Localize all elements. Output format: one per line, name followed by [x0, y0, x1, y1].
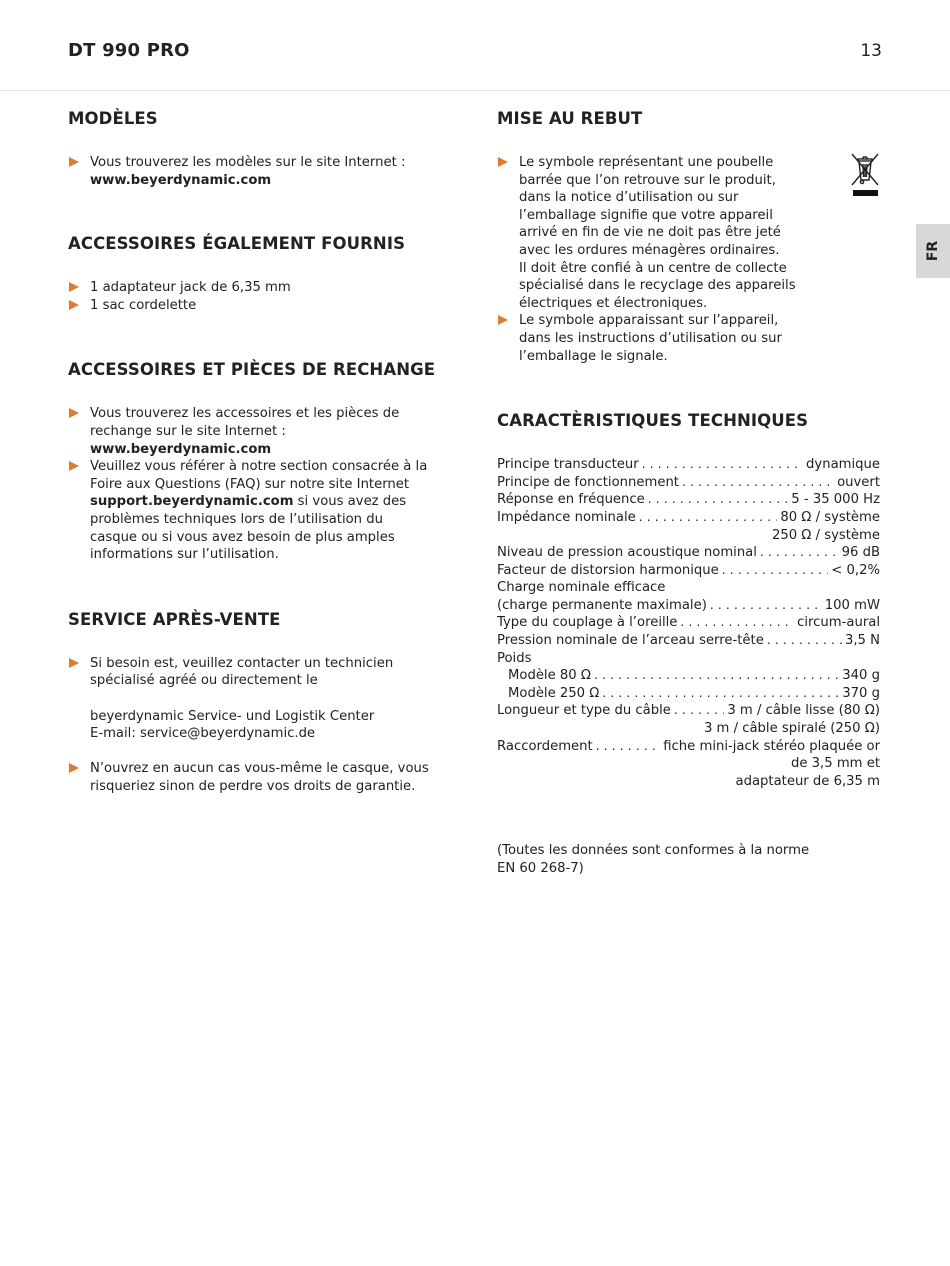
bullet-triangle-icon [69, 461, 79, 471]
support-link[interactable]: support.beyerdynamic.com [90, 494, 294, 510]
list-item [68, 279, 448, 297]
right-column [497, 108, 880, 878]
spec-label: Principe transducteur [497, 457, 639, 473]
list-item [68, 297, 448, 315]
text-line: dans la notice d’utilisation ou sur [519, 190, 739, 206]
section-heading-rebut: MISE AU REBUT [497, 109, 643, 128]
section-accessoires-fournis [68, 233, 448, 314]
text-line: spécialisé agréé ou directement le [90, 673, 318, 689]
spec-row [497, 685, 880, 703]
spec-value: 5 - 35 000 Hz [791, 492, 880, 508]
text-line: spécialisé dans le recyclage des appareils [519, 278, 796, 294]
spec-table [497, 456, 880, 790]
text-line: casque ou si vous avez besoin de plus amples [90, 529, 395, 545]
text-line: Il doit être confié à un centre de collecte [519, 260, 787, 276]
spec-value-continued: 250 Ω / système [771, 527, 880, 543]
bullet-list [68, 405, 448, 563]
text-line [90, 493, 448, 511]
bullet-list [497, 154, 809, 365]
bullet-triangle-icon [69, 763, 79, 773]
text-line: électriques et électroniques. [519, 295, 708, 311]
text-line: 1 sac cordelette [90, 297, 197, 313]
spec-value: 96 dB [841, 545, 880, 561]
weee-crossed-bin-icon [850, 152, 880, 198]
list-item [68, 154, 448, 189]
spec-value: 3 m / câble lisse (80 Ω) [727, 703, 880, 719]
text-line: Le symbole apparaissant sur l’appareil, [519, 313, 779, 329]
spec-row [497, 491, 880, 509]
list-item [497, 312, 809, 365]
spec-value: 80 Ω / système [780, 509, 880, 525]
spec-label: Longueur et type du câble [497, 703, 671, 719]
spec-value: 3,5 N [844, 633, 880, 649]
bullet-triangle-icon [69, 658, 79, 668]
spec-value-continued: adaptateur de 6,35 m [735, 773, 880, 789]
list-item [497, 154, 809, 312]
section-heading-pieces-rechange: ACCESSOIRES ET PIÈCES DE RECHANGE [68, 360, 436, 380]
section-pieces-rechange [68, 359, 448, 563]
text-line: Vous trouverez les accessoires et les pièces de [90, 406, 400, 422]
spec-value-continued: 3 m / câble spiralé (250 Ω) [703, 721, 880, 737]
list-item [68, 405, 448, 458]
text-line: informations sur l’utilisation. [90, 547, 279, 563]
text-line: risqueriez sinon de perdre vos droits de garantie. [90, 778, 416, 794]
spec-label: Principe de fonctionnement [497, 474, 679, 490]
spec-label: Modèle 250 Ω [508, 685, 600, 701]
document-title: DT 990 PRO [68, 40, 190, 61]
spec-row [497, 667, 880, 685]
bullet-triangle-icon [69, 408, 79, 418]
website-link[interactable]: www.beyerdynamic.com [90, 172, 272, 188]
spec-row [497, 509, 880, 527]
text-line: dans les instructions d’utilisation ou sur [519, 330, 782, 346]
language-tab-label: FR [925, 240, 941, 262]
website-link[interactable]: www.beyerdynamic.com [90, 441, 272, 457]
text-line: rechange sur le site Internet : [90, 423, 286, 439]
spec-row [497, 632, 880, 650]
spec-label: Modèle 80 Ω [508, 668, 591, 684]
page-header [0, 0, 950, 91]
text-line: beyerdynamic Service- und Logistik Center [90, 708, 375, 724]
spec-label: Facteur de distorsion harmonique [497, 562, 719, 578]
text-line: avec les ordures ménagères ordinaires. [519, 242, 780, 258]
text-line: arrivé en fin de vie ne doit pas être jeté [519, 225, 781, 241]
spec-row [497, 562, 880, 580]
text-fragment: si vous avez des [293, 494, 407, 510]
section-heading-specs: CARACTÈRISTIQUES TECHNIQUES [497, 411, 809, 431]
spec-label: Pression nominale de l’arceau serre-tête [497, 633, 764, 649]
spec-label: Poids [497, 650, 532, 666]
spec-value: ouvert [837, 474, 880, 490]
spec-label: Réponse en fréquence [497, 492, 645, 508]
text-line: (Toutes les données sont conformes à la norme [497, 843, 810, 859]
section-heading-accessoires-fournis: ACCESSOIRES ÉGALEMENT FOURNIS [68, 234, 406, 254]
spec-label: Charge nominale efficace [497, 580, 666, 596]
text-line: 1 adaptateur jack de 6,35 mm [90, 280, 291, 296]
spec-row [497, 474, 880, 492]
spec-value: 100 mW [824, 597, 880, 613]
spec-row [497, 597, 880, 615]
spec-label: Type du couplage à l’oreille [497, 615, 678, 631]
text-line: Vous trouverez les modèles sur le site Internet : [90, 155, 406, 170]
page-number: 13 [860, 41, 882, 61]
section-modeles [68, 108, 448, 189]
blank-line [90, 690, 448, 708]
email-line[interactable]: E-mail: service@beyerdynamic.de [90, 726, 316, 742]
bullet-triangle-icon [69, 282, 79, 292]
list-item [68, 458, 448, 564]
spec-value: fiche mini-jack stéréo plaquée or [663, 738, 880, 754]
text-line: problèmes techniques lors de l’utilisation du [90, 511, 383, 527]
text-line: l’emballage le signale. [519, 348, 668, 364]
text-line: Le symbole représentant une poubelle [519, 155, 774, 170]
bullet-list [68, 279, 448, 314]
spec-label: Niveau de pression acoustique nominal [497, 545, 757, 561]
spec-value: circum-aural [797, 615, 880, 631]
spec-value: dynamique [806, 457, 880, 473]
text-line: Foire aux Questions (FAQ) sur notre site Internet [90, 476, 410, 492]
spec-row [497, 702, 880, 720]
section-heading-modeles: MODÈLES [68, 109, 158, 128]
list-item [68, 655, 448, 761]
text-line: N’ouvrez en aucun cas vous-même le casque, vous [90, 761, 429, 777]
bullet-list [68, 655, 448, 796]
section-rebut [497, 108, 880, 365]
section-service [68, 609, 448, 796]
left-column [68, 108, 448, 795]
list-item [68, 760, 448, 795]
bullet-triangle-icon [498, 157, 508, 167]
spec-label: Raccordement [497, 738, 593, 754]
spec-row [497, 614, 880, 632]
spec-value-continued: de 3,5 mm et [790, 756, 880, 772]
blank-line [90, 743, 448, 761]
spec-row [497, 544, 880, 562]
text-line: Veuillez vous référer à notre section consacrée à la [90, 459, 428, 475]
spec-row [497, 456, 880, 474]
spec-row [497, 738, 880, 756]
text-line: l’emballage signifie que votre appareil [519, 207, 773, 223]
text-line: barrée que l’on retrouve sur le produit, [519, 172, 776, 188]
text-line: EN 60 268-7) [497, 861, 584, 876]
bullet-list [68, 154, 448, 189]
bullet-triangle-icon [69, 157, 79, 167]
spec-value: < 0,2% [831, 562, 880, 578]
standards-note [497, 842, 837, 877]
section-specs [497, 410, 880, 877]
bullet-triangle-icon [498, 315, 508, 325]
bullet-triangle-icon [69, 300, 79, 310]
section-heading-service: SERVICE APRÈS-VENTE [68, 609, 281, 629]
spec-value: 340 g [842, 668, 880, 684]
spec-label: Impédance nominale [497, 509, 636, 525]
text-line: Si besoin est, veuillez contacter un technicien [90, 655, 394, 671]
language-tab [916, 224, 950, 278]
spec-label: (charge permanente maximale) [497, 597, 707, 613]
spec-value: 370 g [842, 685, 880, 701]
